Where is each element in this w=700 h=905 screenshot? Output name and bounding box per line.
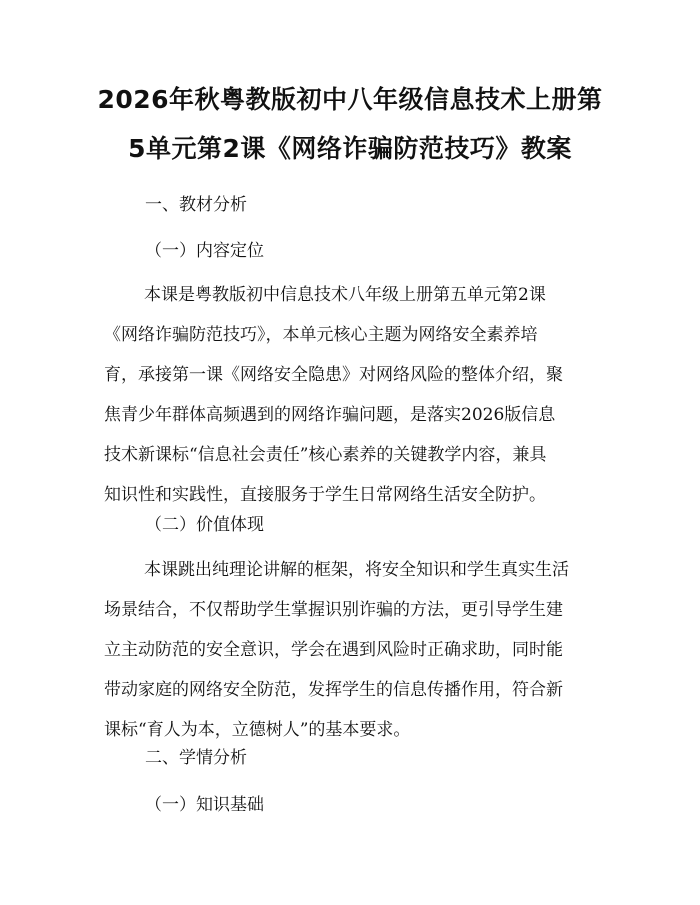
paragraph-line: 知识性和实践性，直接服务于学生日常网络生活安全防护。 [104, 485, 546, 505]
paragraph-line: 育，承接第一课《网络安全隐患》对网络风险的整体介绍，聚 [104, 365, 563, 385]
paragraph-line: 场景结合，不仅帮助学生掌握识别诈骗的方法，更引导学生建 [104, 600, 563, 620]
paragraph-line: 《网络诈骗防范技巧》，本单元核心主题为网络安全素养培 [104, 325, 538, 345]
section-heading-textbook-analysis: 一、教材分析 [145, 195, 247, 215]
paragraph-line: 技术新课标“信息社会责任”核心素养的关键教学内容，兼具 [104, 445, 547, 465]
section-heading-learner-analysis: 二、学情分析 [145, 748, 247, 768]
paragraph-line: 立主动防范的安全意识，学会在遇到风险时正确求助，同时能 [104, 640, 563, 660]
paragraph-line: 焦青少年群体高频遇到的网络诈骗问题，是落实2026版信息 [104, 405, 556, 425]
paragraph-line: 本课跳出纯理论讲解的框架，将安全知识和学生真实生活 [144, 560, 569, 580]
paragraph-line: 带动家庭的网络安全防范，发挥学生的信息传播作用，符合新 [104, 680, 563, 700]
document-title-line-2: 5单元第2课《网络诈骗防范技巧》教案 [128, 134, 572, 163]
paragraph-line: 本课是粤教版初中信息技术八年级上册第五单元第2课 [144, 285, 546, 305]
paragraph-line: 课标“育人为本，立德树人”的基本要求。 [104, 720, 411, 740]
subsection-heading-content-positioning: （一）内容定位 [145, 241, 264, 261]
subsection-heading-value: （二）价值体现 [145, 515, 264, 535]
document-title-line-1: 2026年秋粤教版初中八年级信息技术上册第 [97, 85, 603, 114]
subsection-heading-knowledge-base: （一）知识基础 [145, 795, 264, 815]
